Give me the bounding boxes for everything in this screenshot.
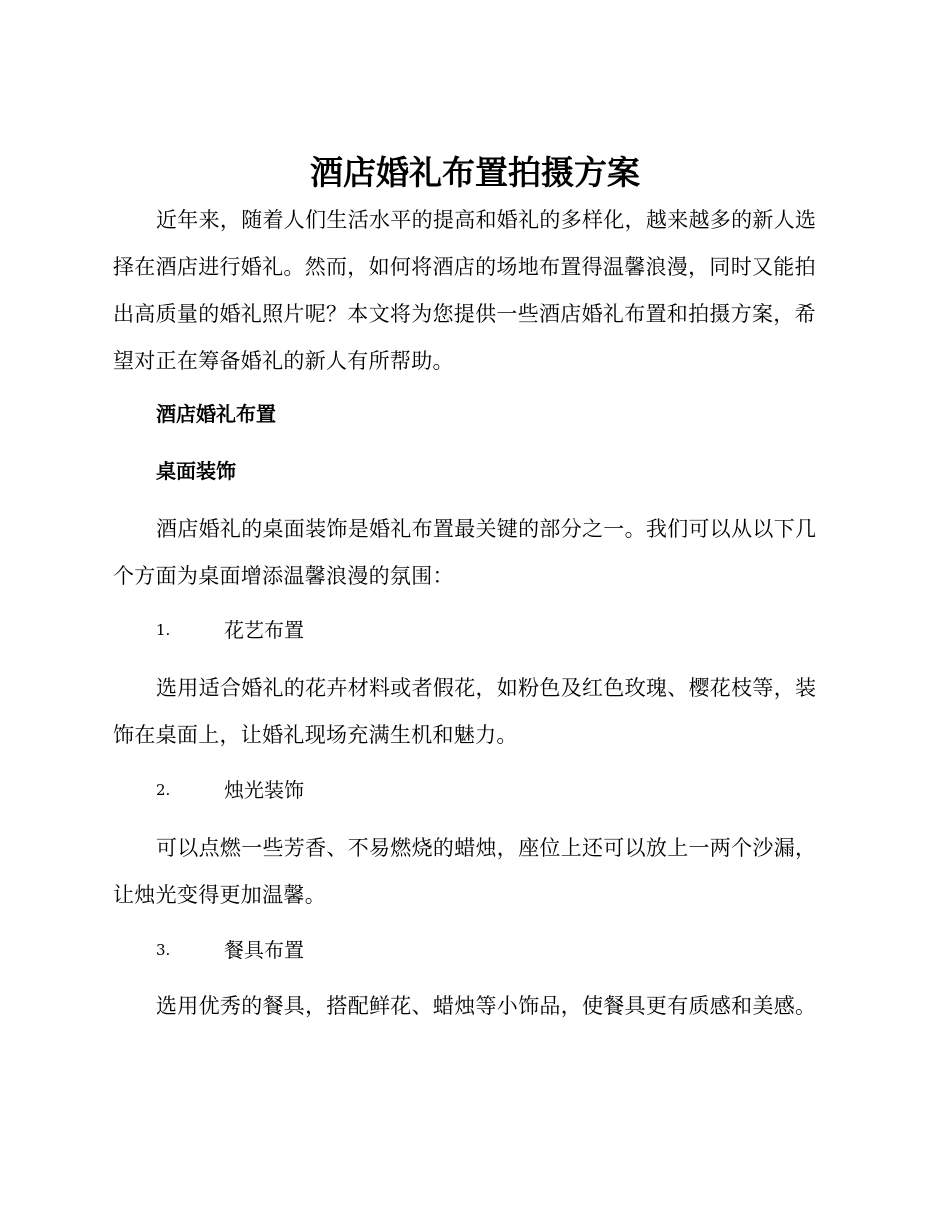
item-description: 选用优秀的餐具，搭配鲜花、蜡烛等小饰品，使餐具更有质感和美感。 (156, 994, 817, 1018)
item-description: 可以点燃一些芳香、不易燃烧的蜡烛，座位上还可以放上一两个沙漏，让烛光变得更加温馨。 (113, 836, 817, 907)
list-label: 烛光装饰 (224, 778, 304, 802)
list-item (156, 775, 756, 805)
subsection-intro-paragraph: 酒店婚礼的桌面装饰是婚礼布置最关键的部分之一。我们可以从以下几个方面为桌面增添温馨浪漫的氛围： (113, 517, 817, 588)
section-heading: 酒店婚礼布置 (156, 402, 276, 426)
list-number: 2. (156, 781, 171, 799)
subsection-heading: 桌面装饰 (156, 459, 236, 483)
intro-paragraph: 近年来，随着人们生活水平的提高和婚礼的多样化，越来越多的新人选择在酒店进行婚礼。然而，如何将酒店的场地布置得温馨浪漫，同时又能拍出高质量的婚礼照片呢？本文将为您提供一些酒店婚礼布置和拍摄方案，希望对正在筹备婚礼的新人有所帮助。 (113, 208, 817, 373)
list-number: 1. (156, 621, 171, 639)
document-title: 酒店婚礼布置拍摄方案 (310, 153, 640, 192)
list-label: 餐具布置 (224, 938, 304, 962)
list-label: 花艺布置 (224, 618, 304, 642)
list-number: 3. (156, 941, 171, 959)
item-description: 选用适合婚礼的花卉材料或者假花，如粉色及红色玫瑰、樱花枝等，装饰在桌面上，让婚礼现场充满生机和魅力。 (113, 676, 817, 747)
list-item (156, 615, 756, 645)
list-item (156, 935, 756, 965)
